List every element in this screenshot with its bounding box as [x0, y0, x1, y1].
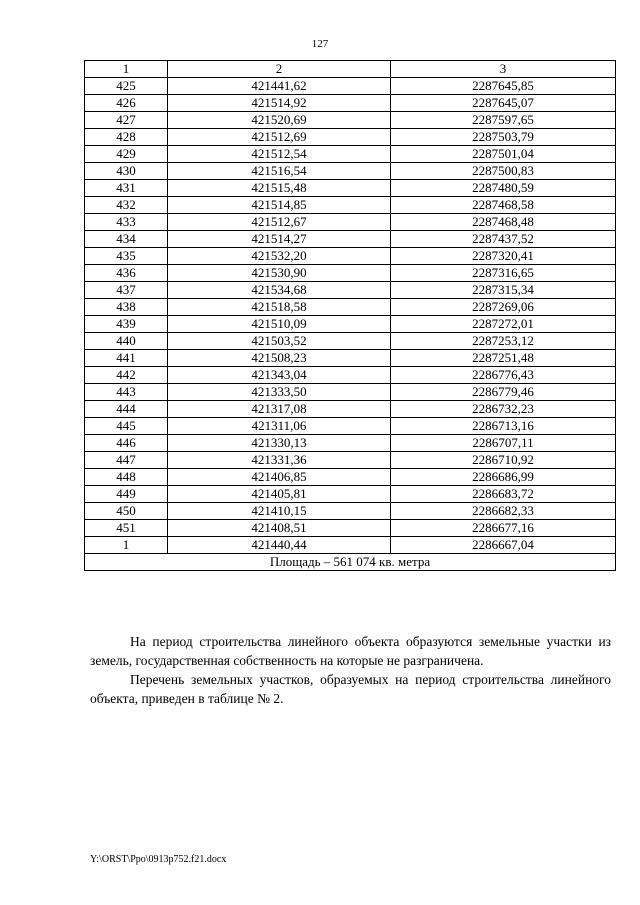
y-coordinate-cell: 2287500,83	[391, 163, 616, 180]
x-coordinate-cell: 421515,48	[168, 180, 391, 197]
y-coordinate-cell: 2286779,46	[391, 384, 616, 401]
x-coordinate-cell: 421510,09	[168, 316, 391, 333]
y-coordinate-cell: 2287503,79	[391, 129, 616, 146]
y-coordinate-cell: 2286683,72	[391, 486, 616, 503]
table-row	[85, 197, 616, 214]
x-coordinate-cell: 421512,69	[168, 129, 391, 146]
point-number-cell: 440	[85, 333, 168, 350]
x-coordinate-cell: 421408,51	[168, 520, 391, 537]
x-coordinate-cell: 421518,58	[168, 299, 391, 316]
table-row	[85, 503, 616, 520]
table-row	[85, 401, 616, 418]
table-header-row	[85, 61, 616, 78]
point-number-cell: 426	[85, 95, 168, 112]
page-number: 127	[311, 38, 329, 50]
point-number-cell: 429	[85, 146, 168, 163]
point-number-cell: 438	[85, 299, 168, 316]
x-coordinate-cell: 421508,23	[168, 350, 391, 367]
x-coordinate-cell: 421512,54	[168, 146, 391, 163]
point-number-cell: 450	[85, 503, 168, 520]
point-number-cell: 451	[85, 520, 168, 537]
table-row	[85, 163, 616, 180]
y-coordinate-cell: 2287320,41	[391, 248, 616, 265]
x-coordinate-cell: 421410,15	[168, 503, 391, 520]
table-row	[85, 265, 616, 282]
point-number-cell: 449	[85, 486, 168, 503]
table-row	[85, 248, 616, 265]
area-total: Площадь – 561 074 кв. метра	[85, 554, 616, 571]
x-coordinate-cell: 421512,67	[168, 214, 391, 231]
table-row	[85, 486, 616, 503]
point-number-cell: 436	[85, 265, 168, 282]
x-coordinate-cell: 421333,50	[168, 384, 391, 401]
table-row	[85, 180, 616, 197]
table-row	[85, 231, 616, 248]
x-coordinate-cell: 421530,90	[168, 265, 391, 282]
y-coordinate-cell: 2286710,92	[391, 452, 616, 469]
point-number-cell: 425	[85, 78, 168, 95]
x-coordinate-cell: 421520,69	[168, 112, 391, 129]
point-number-cell: 431	[85, 180, 168, 197]
y-coordinate-cell: 2286667,04	[391, 537, 616, 554]
x-coordinate-cell: 421532,20	[168, 248, 391, 265]
point-number-cell: 437	[85, 282, 168, 299]
y-coordinate-cell: 2287501,04	[391, 146, 616, 163]
y-coordinate-cell: 2286677,16	[391, 520, 616, 537]
y-coordinate-cell: 2286682,33	[391, 503, 616, 520]
y-coordinate-cell: 2287315,34	[391, 282, 616, 299]
table-row	[85, 333, 616, 350]
x-coordinate-cell: 421440,44	[168, 537, 391, 554]
y-coordinate-cell: 2286732,23	[391, 401, 616, 418]
point-number-cell: 444	[85, 401, 168, 418]
y-coordinate-cell: 2287272,01	[391, 316, 616, 333]
x-coordinate-cell: 421516,54	[168, 163, 391, 180]
point-number-cell: 441	[85, 350, 168, 367]
table-row	[85, 112, 616, 129]
point-number-cell: 1	[85, 537, 168, 554]
x-coordinate-cell: 421343,04	[168, 367, 391, 384]
table-row	[85, 299, 616, 316]
x-coordinate-cell: 421514,92	[168, 95, 391, 112]
y-coordinate-cell: 2287480,59	[391, 180, 616, 197]
x-coordinate-cell: 421330,13	[168, 435, 391, 452]
table-row	[85, 316, 616, 333]
y-coordinate-cell: 2286713,16	[391, 418, 616, 435]
point-number-cell: 434	[85, 231, 168, 248]
x-coordinate-cell: 421514,27	[168, 231, 391, 248]
paragraph: На период строительства линейного объекта образуются земельные участки из земель, государственная собственность на которые не разграничена.	[90, 634, 611, 668]
point-number-cell: 448	[85, 469, 168, 486]
point-number-cell: 435	[85, 248, 168, 265]
table-row	[85, 282, 616, 299]
header-cell: 3	[391, 61, 616, 78]
x-coordinate-cell: 421441,62	[168, 78, 391, 95]
body-text	[90, 632, 611, 708]
table-row	[85, 384, 616, 401]
table-row	[85, 452, 616, 469]
point-number-cell: 442	[85, 367, 168, 384]
x-coordinate-cell: 421311,06	[168, 418, 391, 435]
y-coordinate-cell: 2287645,85	[391, 78, 616, 95]
table-row	[85, 129, 616, 146]
y-coordinate-cell: 2286776,43	[391, 367, 616, 384]
area-row	[85, 554, 616, 571]
point-number-cell: 430	[85, 163, 168, 180]
table-row	[85, 418, 616, 435]
y-coordinate-cell: 2287316,65	[391, 265, 616, 282]
table-row	[85, 537, 616, 554]
point-number-cell: 445	[85, 418, 168, 435]
x-coordinate-cell: 421317,08	[168, 401, 391, 418]
x-coordinate-cell: 421503,52	[168, 333, 391, 350]
table-row	[85, 520, 616, 537]
x-coordinate-cell: 421405,81	[168, 486, 391, 503]
x-coordinate-cell: 421406,85	[168, 469, 391, 486]
y-coordinate-cell: 2287468,58	[391, 197, 616, 214]
table-row	[85, 78, 616, 95]
table-row	[85, 146, 616, 163]
paragraph: Перечень земельных участков, образуемых на период строительства линейного объекта, приведен в таблице № 2.	[90, 672, 611, 706]
y-coordinate-cell: 2286707,11	[391, 435, 616, 452]
point-number-cell: 447	[85, 452, 168, 469]
x-coordinate-cell: 421331,36	[168, 452, 391, 469]
y-coordinate-cell: 2287437,52	[391, 231, 616, 248]
table-row	[85, 435, 616, 452]
point-number-cell: 427	[85, 112, 168, 129]
x-coordinate-cell: 421534,68	[168, 282, 391, 299]
y-coordinate-cell: 2287253,12	[391, 333, 616, 350]
point-number-cell: 433	[85, 214, 168, 231]
y-coordinate-cell: 2287468,48	[391, 214, 616, 231]
table-row	[85, 214, 616, 231]
file-path-footer: Y:\ORST\Ppo\0913p752.f21.docx	[90, 854, 227, 865]
header-cell: 1	[85, 61, 168, 78]
x-coordinate-cell: 421514,85	[168, 197, 391, 214]
y-coordinate-cell: 2287597,65	[391, 112, 616, 129]
table-row	[85, 469, 616, 486]
table-row	[85, 367, 616, 384]
y-coordinate-cell: 2287269,06	[391, 299, 616, 316]
header-cell: 2	[168, 61, 391, 78]
coordinates-table	[84, 60, 616, 571]
table-row	[85, 350, 616, 367]
point-number-cell: 432	[85, 197, 168, 214]
point-number-cell: 446	[85, 435, 168, 452]
point-number-cell: 443	[85, 384, 168, 401]
y-coordinate-cell: 2287251,48	[391, 350, 616, 367]
point-number-cell: 439	[85, 316, 168, 333]
table-row	[85, 95, 616, 112]
y-coordinate-cell: 2287645,07	[391, 95, 616, 112]
y-coordinate-cell: 2286686,99	[391, 469, 616, 486]
point-number-cell: 428	[85, 129, 168, 146]
